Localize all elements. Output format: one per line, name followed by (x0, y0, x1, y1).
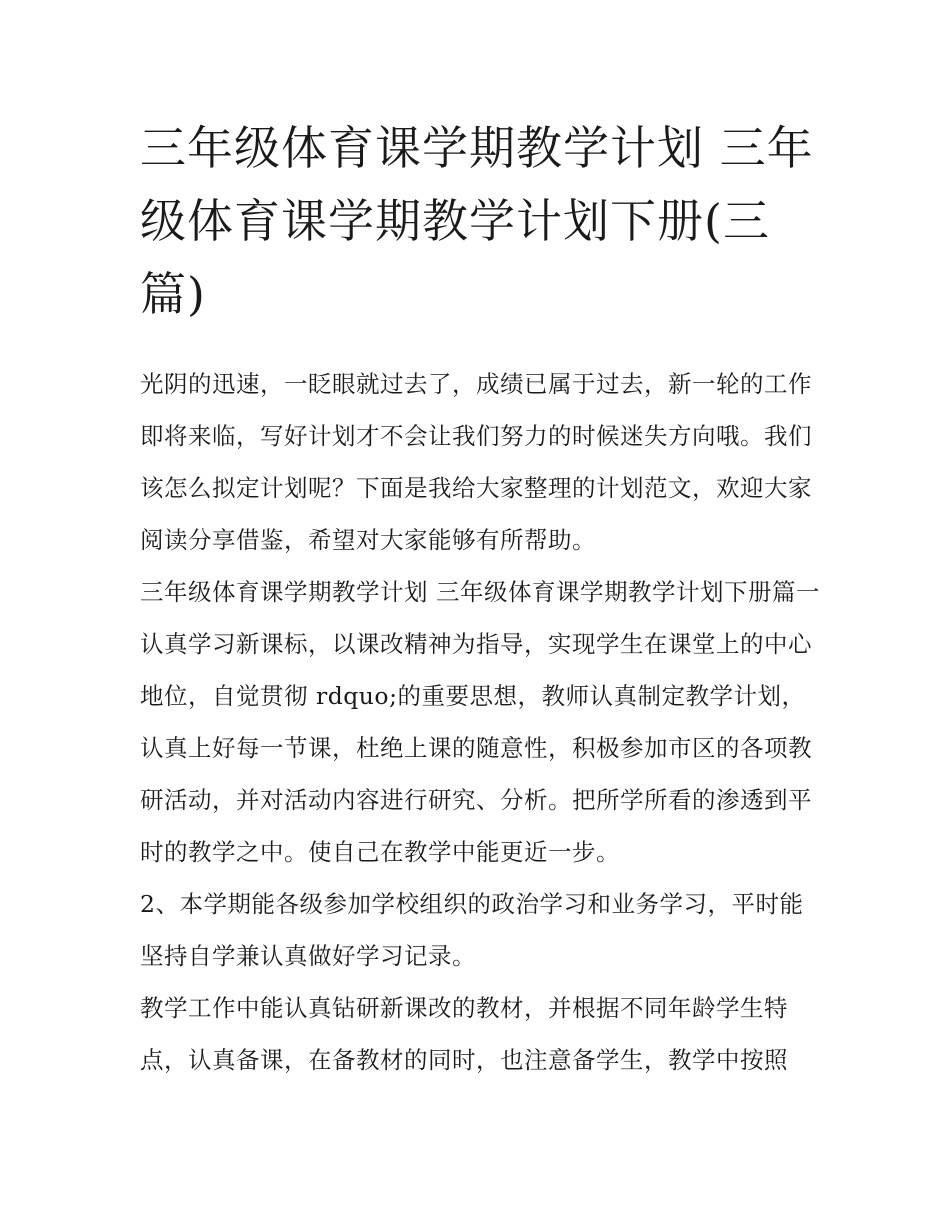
document-title: 三年级体育课学期教学计划 三年级体育课学期教学计划下册(三篇) (140, 121, 814, 321)
paragraph-item-2: 2、本学期能各级参加学校组织的政治学习和业务学习，平时能坚持自学兼认真做好学习记录。 (140, 890, 804, 970)
paragraph-section-heading: 三年级体育课学期教学计划 三年级体育课学期教学计划下册篇一 (140, 578, 820, 606)
document-body (140, 358, 820, 1086)
paragraph-intro: 光阴的迅速，一眨眼就过去了，成绩已属于过去，新一轮的工作即将来临，写好计划才不会让我们努力的时候迷失方向哦。我们该怎么拟定计划呢？下面是我给大家整理的计划范文，欢迎大家阅读分享借鉴，希望对大家能够有所帮助。 (140, 370, 812, 554)
paragraph-teaching: 教学工作中能认真钻研新课改的教材，并根据不同年龄学生特点，认真备课，在备教材的同时，也注意备学生，教学中按照 (140, 994, 788, 1074)
paragraph-study: 认真学习新课标，以课改精神为指导，实现学生在课堂上的中心地位，自觉贯彻 rdquo;的重要思想，教师认真制定教学计划，认真上好每一节课，杜绝上课的随意性，积极参加市区的各项教研活动，并对活动内容进行研究、分析。把所学所看的渗透到平时的教学之中。使自己在教学中能更近一步。 (140, 630, 812, 866)
